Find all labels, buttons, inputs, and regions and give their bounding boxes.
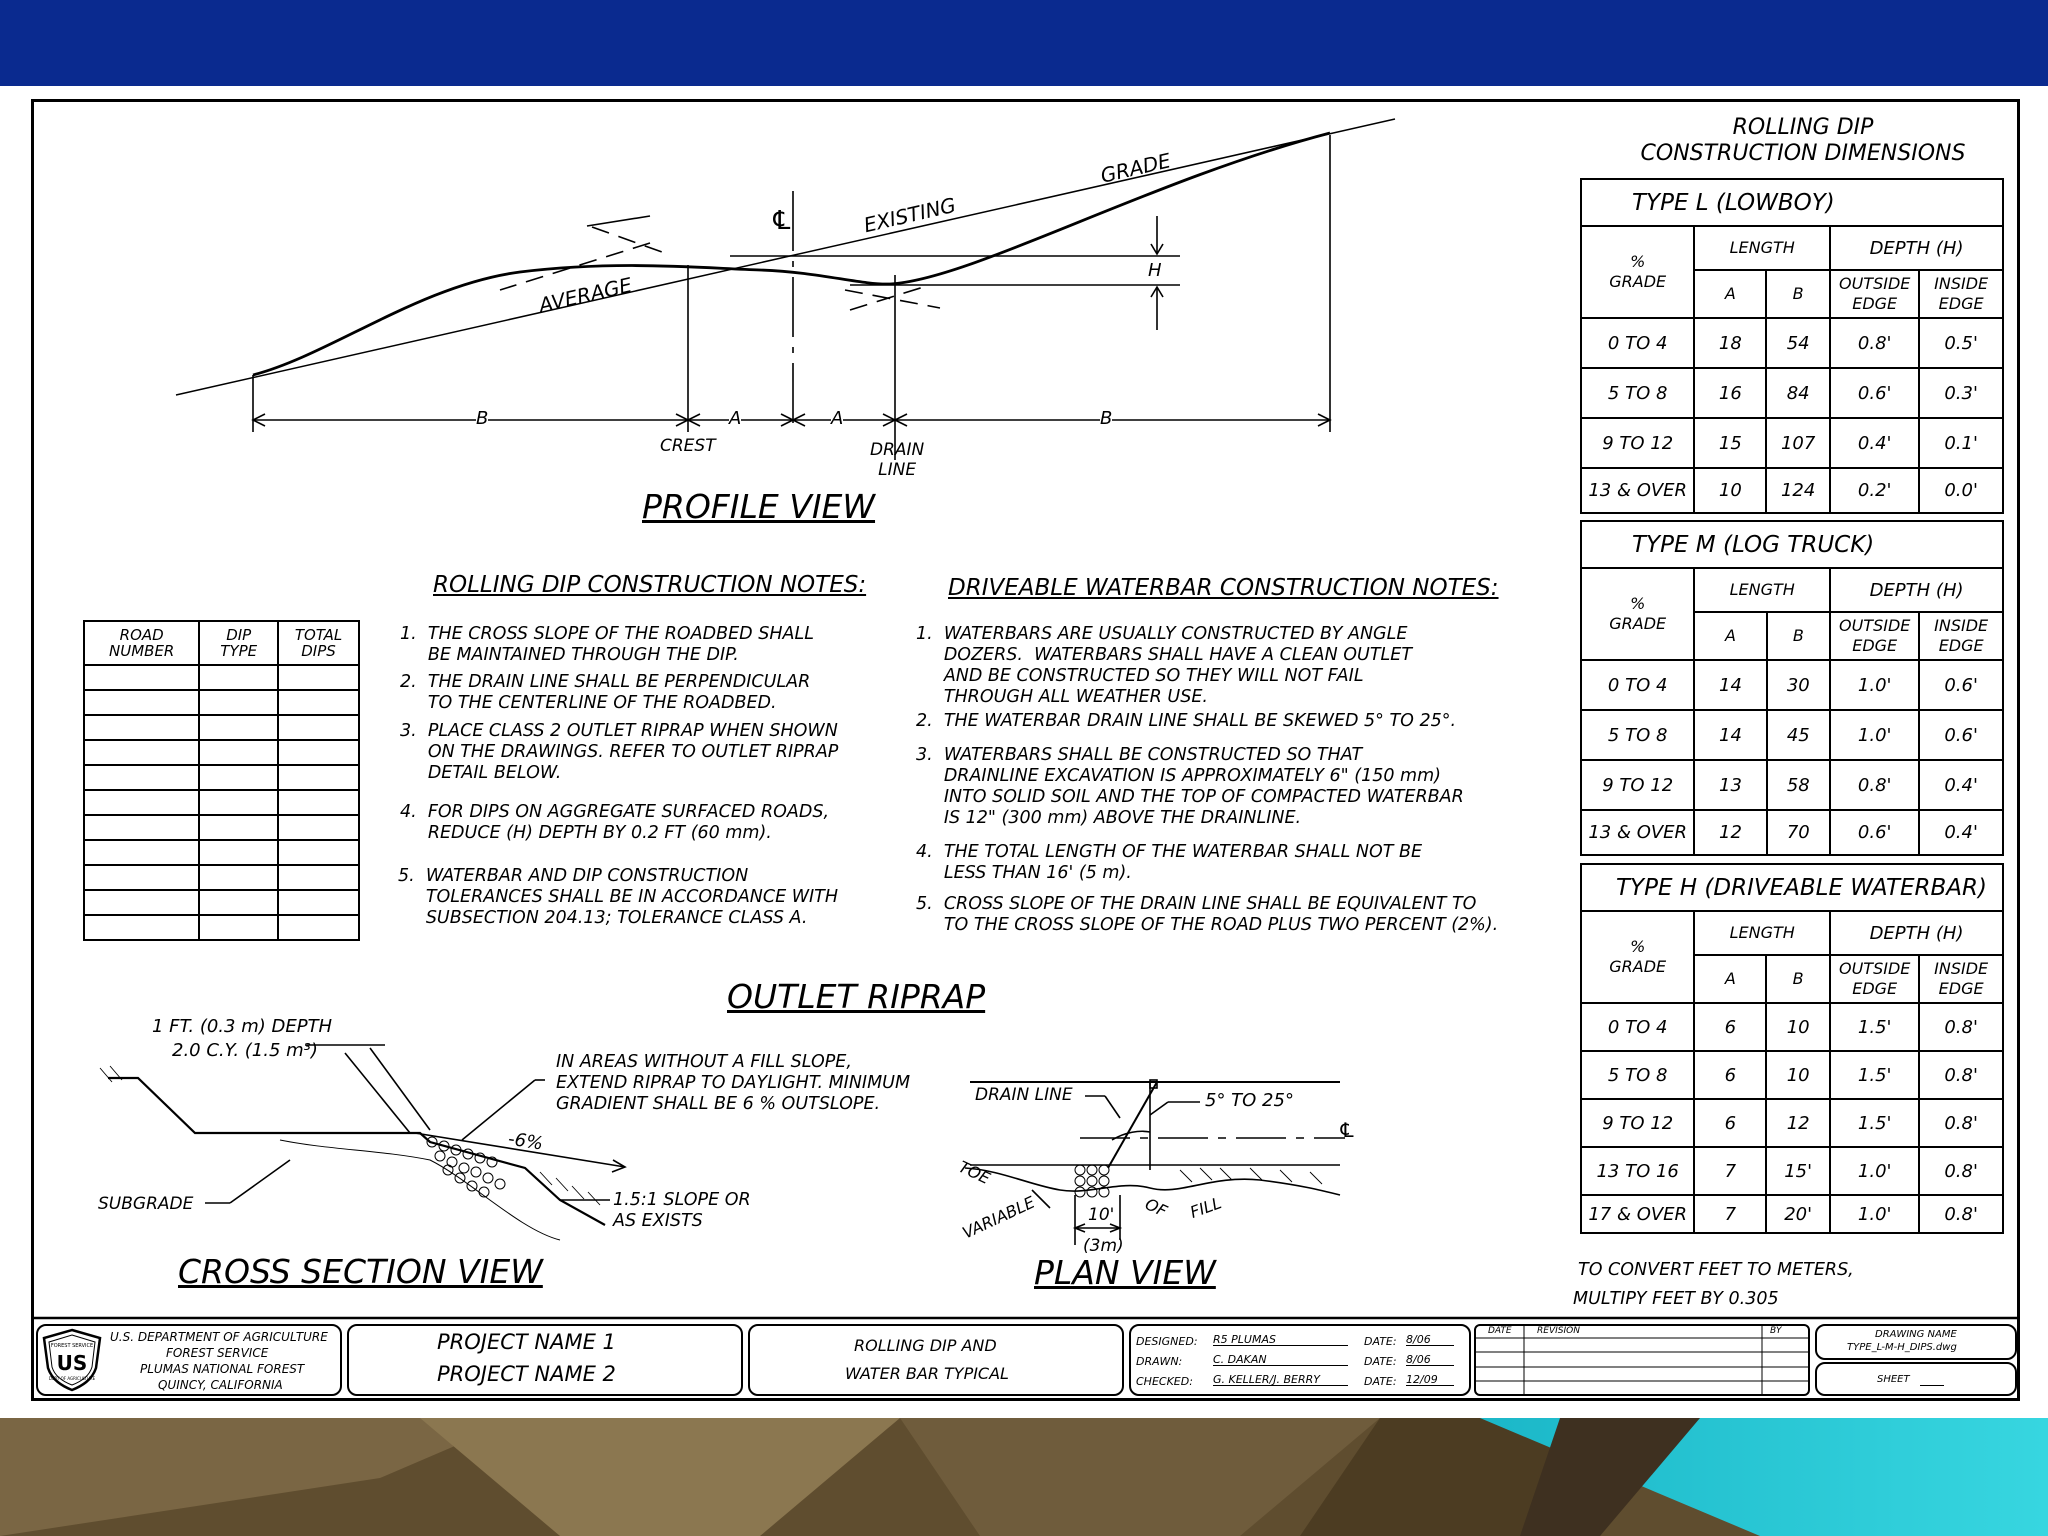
- revision-grid: [1474, 1324, 1810, 1396]
- depth-h-label: H: [1148, 260, 1162, 281]
- grade-cell: 17 & OVER: [1581, 1195, 1694, 1233]
- outside-cell: 0.8': [1830, 760, 1919, 810]
- of-label: OF: [1142, 1194, 1171, 1221]
- date-label-3: DATE:: [1364, 1375, 1397, 1388]
- table-row: [1581, 368, 2003, 418]
- waterbar-note-5: 5. CROSS SLOPE OF THE DRAIN LINE SHALL BE EQUIVALENT TO TO THE CROSS SLOPE OF THE ROAD PLUS TWO PERCENT (2%).: [916, 894, 1499, 935]
- grade-cell: 0 TO 4: [1581, 1003, 1694, 1051]
- b-cell: 58: [1767, 760, 1831, 810]
- grade-cell: 9 TO 12: [1581, 418, 1694, 468]
- a-cell: 10: [1694, 468, 1766, 513]
- outlet-riprap-title: OUTLET RIPRAP: [727, 977, 986, 1016]
- dimensions-title: ROLLING DIP CONSTRUCTION DIMENSIONS: [1640, 115, 1966, 166]
- date-label-1: DATE:: [1364, 1335, 1397, 1348]
- grade-cell: 0 TO 4: [1581, 318, 1694, 368]
- dim-a-right: A: [831, 408, 844, 429]
- road-table-row: [84, 815, 359, 840]
- waterbar-notes-title: DRIVEABLE WATERBAR CONSTRUCTION NOTES:: [948, 575, 1499, 601]
- depth-header: DEPTH (H): [1830, 568, 2003, 612]
- outside-edge-header: OUTSIDE EDGE: [1830, 270, 1919, 318]
- outside-cell: 1.0': [1830, 710, 1919, 760]
- type-m-title: TYPE M (LOG TRUCK): [1581, 521, 2003, 568]
- road-number-table: [83, 620, 360, 941]
- inside-cell: 0.4': [1919, 810, 2003, 855]
- b-cell: 70: [1767, 810, 1831, 855]
- outside-cell: 0.2': [1830, 468, 1919, 513]
- a-header: A: [1694, 270, 1766, 318]
- type-l-title: TYPE L (LOWBOY): [1581, 179, 2003, 226]
- drawing-title-1: ROLLING DIP AND: [854, 1336, 997, 1355]
- b-cell: 30: [1767, 660, 1831, 710]
- table-row: [1581, 1147, 2003, 1195]
- a-header: A: [1694, 955, 1766, 1003]
- outside-cell: 1.0': [1830, 1195, 1919, 1233]
- inside-cell: 0.1': [1919, 418, 2003, 468]
- depth-header: DEPTH (H): [1830, 911, 2003, 955]
- agency-line-1: U.S. DEPARTMENT OF AGRICULTURE: [110, 1330, 328, 1344]
- drawn-value: C. DAKAN: [1213, 1354, 1348, 1366]
- outside-cell: 0.6': [1830, 368, 1919, 418]
- grade-cell: 5 TO 8: [1581, 368, 1694, 418]
- riprap-daylight-note: IN AREAS WITHOUT A FILL SLOPE, EXTEND RIPRAP TO DAYLIGHT. MINIMUM GRADIENT SHALL BE 6 % OUTSLOPE.: [556, 1052, 911, 1114]
- designed-label: DESIGNED:: [1136, 1335, 1198, 1348]
- waterbar-note-3: 3. WATERBARS SHALL BE CONSTRUCTED SO THAT DRAINLINE EXCAVATION IS APPROXIMATELY 6" (150 mm) INTO SOLID SOIL AND THE TOP OF COMPACTED WATERBAR IS 12" (300 mm) ABOVE THE DRAINLINE.: [916, 745, 1464, 828]
- date-value-2: 8/06: [1406, 1354, 1454, 1366]
- type-h-title: TYPE H (DRIVEABLE WATERBAR): [1581, 864, 2003, 911]
- a-cell: 12: [1694, 810, 1766, 855]
- crest-label: CREST: [660, 436, 716, 456]
- drawing-name-label: DRAWING NAME: [1875, 1329, 1957, 1340]
- a-header: A: [1694, 612, 1766, 660]
- road-table-row: [84, 915, 359, 940]
- inside-cell: 0.8': [1919, 1051, 2003, 1099]
- a-cell: 7: [1694, 1195, 1766, 1233]
- grade-header: % GRADE: [1581, 568, 1694, 660]
- drawing-name-value: TYPE_L-M-H_DIPS.dwg: [1847, 1342, 1957, 1353]
- toe-label: TOE: [955, 1157, 994, 1189]
- inside-edge-header: INSIDE EDGE: [1919, 612, 2003, 660]
- waterbar-note-2: 2. THE WATERBAR DRAIN LINE SHALL BE SKEWED 5° TO 25°.: [916, 711, 1457, 731]
- agency-line-3: PLUMAS NATIONAL FOREST: [140, 1362, 305, 1376]
- grade-cell: 9 TO 12: [1581, 760, 1694, 810]
- outside-cell: 1.5': [1830, 1051, 1919, 1099]
- a-cell: 15: [1694, 418, 1766, 468]
- road-table-row: [84, 740, 359, 765]
- grade-cell: 0 TO 4: [1581, 660, 1694, 710]
- plan-centerline-symbol: ℄: [1338, 1118, 1356, 1142]
- table-row: [1581, 418, 2003, 468]
- inside-cell: 0.6': [1919, 710, 2003, 760]
- grade-cell: 9 TO 12: [1581, 1099, 1694, 1147]
- drawn-label: DRAWN:: [1136, 1355, 1183, 1368]
- revision-date-header: DATE: [1488, 1326, 1512, 1336]
- a-cell: 6: [1694, 1003, 1766, 1051]
- table-row: [1581, 660, 2003, 710]
- inside-cell: 0.6': [1919, 660, 2003, 710]
- riprap-volume-label: 2.0 C.Y. (1.5 m³): [172, 1040, 318, 1061]
- table-row: [1581, 810, 2003, 855]
- sheet-label: SHEET: [1877, 1374, 1910, 1385]
- revision-by-header: BY: [1770, 1326, 1782, 1336]
- b-header: B: [1766, 270, 1830, 318]
- outslope-percent: -6%: [506, 1128, 545, 1155]
- grade-cell: 13 TO 16: [1581, 1147, 1694, 1195]
- outside-edge-header: OUTSIDE EDGE: [1830, 612, 1919, 660]
- agency-line-2: FOREST SERVICE: [166, 1346, 269, 1360]
- b-header: B: [1766, 955, 1830, 1003]
- date-value-3: 12/09: [1406, 1374, 1454, 1386]
- skew-angle-label: 5° TO 25°: [1205, 1090, 1294, 1111]
- a-cell: 18: [1694, 318, 1766, 368]
- a-cell: 6: [1694, 1099, 1766, 1147]
- sheet-value-line: [1920, 1385, 1944, 1386]
- checked-label: CHECKED:: [1136, 1375, 1193, 1388]
- b-cell: 54: [1766, 318, 1830, 368]
- grade-header: % GRADE: [1581, 226, 1694, 318]
- existing-label: EXISTING: [861, 192, 959, 238]
- road-number-header: ROAD NUMBER: [84, 621, 199, 665]
- a-cell: 14: [1694, 710, 1766, 760]
- logo-mid-text: US: [56, 1351, 88, 1375]
- road-table-row: [84, 840, 359, 865]
- b-cell: 10: [1766, 1003, 1830, 1051]
- average-label: AVERAGE: [536, 272, 635, 318]
- table-row: [1581, 1195, 2003, 1233]
- inside-edge-header: INSIDE EDGE: [1919, 955, 2003, 1003]
- outside-cell: 0.8': [1830, 318, 1919, 368]
- waterbar-note-4: 4. THE TOTAL LENGTH OF THE WATERBAR SHALL NOT BE LESS THAN 16' (5 m).: [916, 842, 1423, 883]
- road-table-row: [84, 790, 359, 815]
- a-cell: 7: [1694, 1147, 1766, 1195]
- rolling-note-3: 3. PLACE CLASS 2 OUTLET RIPRAP WHEN SHOWN ON THE DRAWINGS. REFER TO OUTLET RIPRAP DETAIL BELOW.: [400, 721, 839, 783]
- b-cell: 20': [1766, 1195, 1830, 1233]
- project-name-1: PROJECT NAME 1: [437, 1330, 616, 1354]
- grade-cell: 5 TO 8: [1581, 1051, 1694, 1099]
- forest-service-shield-icon: [40, 1328, 104, 1392]
- plan-view-title: PLAN VIEW: [1034, 1253, 1216, 1292]
- table-row: [1581, 760, 2003, 810]
- drawing-title-2: WATER BAR TYPICAL: [845, 1364, 1009, 1383]
- road-table-row: [84, 865, 359, 890]
- logo-bot-text: DEPT OF AGRICULTURE: [48, 1376, 96, 1381]
- road-table-row: [84, 665, 359, 690]
- road-table-row: [84, 690, 359, 715]
- fill-label: FILL: [1187, 1193, 1224, 1222]
- logo-top-text: FOREST SERVICE: [50, 1343, 94, 1349]
- b-cell: 45: [1767, 710, 1831, 760]
- table-row: [1581, 1099, 2003, 1147]
- three-meter-label: (3m): [1083, 1236, 1124, 1256]
- dim-b-right: B: [1100, 408, 1113, 429]
- outside-cell: 1.0': [1830, 1147, 1919, 1195]
- variable-label: VARIABLE: [959, 1192, 1038, 1243]
- subgrade-label: SUBGRADE: [98, 1194, 194, 1214]
- road-table-row: [84, 715, 359, 740]
- length-header: LENGTH: [1694, 911, 1830, 955]
- length-header: LENGTH: [1694, 568, 1830, 612]
- outside-cell: 1.5': [1830, 1003, 1919, 1051]
- grade-cell: 13 & OVER: [1581, 810, 1694, 855]
- inside-cell: 0.3': [1919, 368, 2003, 418]
- total-dips-header: TOTAL DIPS: [278, 621, 359, 665]
- date-label-2: DATE:: [1364, 1355, 1397, 1368]
- ten-feet-label: 10': [1088, 1205, 1115, 1225]
- outside-cell: 1.0': [1830, 660, 1919, 710]
- table-row: [1581, 318, 2003, 368]
- inside-cell: 0.5': [1919, 318, 2003, 368]
- type-l-table: [1580, 178, 2004, 514]
- dip-type-header: DIP TYPE: [199, 621, 278, 665]
- outside-cell: 0.4': [1830, 418, 1919, 468]
- rolling-note-5: 5. WATERBAR AND DIP CONSTRUCTION TOLERANCES SHALL BE IN ACCORDANCE WITH SUBSECTION 204.13; TOLERANCE CLASS A.: [398, 866, 839, 928]
- inside-cell: 0.8': [1919, 1099, 2003, 1147]
- plan-drain-line-label: DRAIN LINE: [975, 1085, 1073, 1105]
- b-cell: 124: [1766, 468, 1830, 513]
- grade-cell: 5 TO 8: [1581, 710, 1694, 760]
- b-cell: 107: [1766, 418, 1830, 468]
- a-cell: 14: [1694, 660, 1766, 710]
- type-h-table: [1580, 863, 2004, 1234]
- grade-cell: 13 & OVER: [1581, 468, 1694, 513]
- inside-cell: 0.4': [1919, 760, 2003, 810]
- cross-section-title: CROSS SECTION VIEW: [178, 1252, 543, 1291]
- a-cell: 16: [1694, 368, 1766, 418]
- agency-line-4: QUINCY, CALIFORNIA: [158, 1378, 283, 1392]
- rolling-dip-notes-title: ROLLING DIP CONSTRUCTION NOTES:: [433, 572, 867, 598]
- b-cell: 15': [1766, 1147, 1830, 1195]
- date-value-1: 8/06: [1406, 1334, 1454, 1346]
- b-cell: 84: [1766, 368, 1830, 418]
- table-row: [1581, 1051, 2003, 1099]
- slope-note: 1.5:1 SLOPE OR AS EXISTS: [613, 1190, 751, 1231]
- outside-cell: 0.6': [1830, 810, 1919, 855]
- dim-b-left: B: [476, 408, 489, 429]
- rolling-note-1: 1. THE CROSS SLOPE OF THE ROADBED SHALL BE MAINTAINED THROUGH THE DIP.: [400, 624, 814, 665]
- inside-cell: 0.8': [1919, 1147, 2003, 1195]
- rolling-note-2: 2. THE DRAIN LINE SHALL BE PERPENDICULAR TO THE CENTERLINE OF THE ROADBED.: [400, 672, 811, 713]
- grade-label: GRADE: [1098, 148, 1173, 188]
- drawing-title-box: [748, 1324, 1124, 1396]
- waterbar-note-1: 1. WATERBARS ARE USUALLY CONSTRUCTED BY ANGLE DOZERS. WATERBARS SHALL HAVE A CLEAN OUTLET AND BE CONSTRUCTED SO THEY WILL NOT FAIL THROUGH ALL WEATHER USE.: [916, 624, 1413, 707]
- a-cell: 6: [1694, 1051, 1766, 1099]
- convert-note-2: MULTIPY FEET BY 0.305: [1573, 1289, 1779, 1309]
- road-table-row: [84, 890, 359, 915]
- inside-cell: 0.8': [1919, 1195, 2003, 1233]
- rolling-note-4: 4. FOR DIPS ON AGGREGATE SURFACED ROADS, REDUCE (H) DEPTH BY 0.2 FT (60 mm).: [400, 802, 830, 843]
- dim-a-left: A: [729, 408, 742, 429]
- project-name-2: PROJECT NAME 2: [437, 1362, 616, 1386]
- centerline-symbol: ℄: [770, 206, 794, 236]
- b-cell: 12: [1766, 1099, 1830, 1147]
- type-m-table: [1580, 520, 2004, 856]
- outside-cell: 1.5': [1830, 1099, 1919, 1147]
- revision-header: REVISION: [1537, 1326, 1580, 1336]
- b-cell: 10: [1766, 1051, 1830, 1099]
- length-header: LENGTH: [1694, 226, 1830, 270]
- table-row: [1581, 1003, 2003, 1051]
- table-row: [1581, 468, 2003, 513]
- designed-value: R5 PLUMAS: [1213, 1334, 1348, 1346]
- inside-cell: 0.8': [1919, 1003, 2003, 1051]
- depth-header: DEPTH (H): [1830, 226, 2003, 270]
- table-row: [1581, 710, 2003, 760]
- road-table-row: [84, 765, 359, 790]
- riprap-depth-label: 1 FT. (0.3 m) DEPTH: [152, 1016, 333, 1037]
- profile-view-title: PROFILE VIEW: [642, 487, 876, 526]
- b-header: B: [1767, 612, 1831, 660]
- outside-edge-header: OUTSIDE EDGE: [1830, 955, 1919, 1003]
- a-cell: 13: [1694, 760, 1766, 810]
- sheet-box: [1815, 1362, 2017, 1396]
- drain-line-label: DRAIN LINE: [870, 440, 925, 480]
- inside-edge-header: INSIDE EDGE: [1919, 270, 2003, 318]
- inside-cell: 0.0': [1919, 468, 2003, 513]
- grade-header: % GRADE: [1581, 911, 1694, 1003]
- checked-value: G. KELLER/J. BERRY: [1213, 1374, 1348, 1386]
- convert-note-1: TO CONVERT FEET TO METERS,: [1578, 1260, 1854, 1280]
